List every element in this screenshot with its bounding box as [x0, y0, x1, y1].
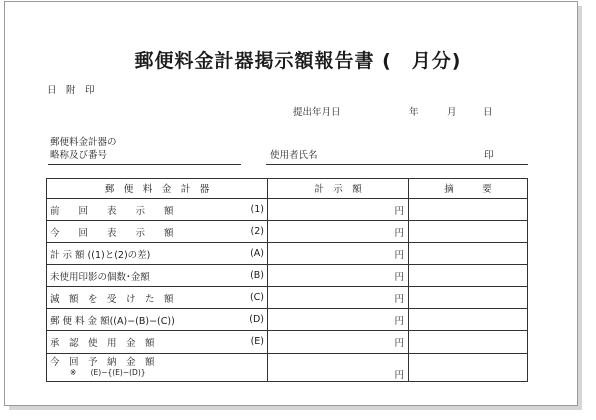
table-header-row: [47, 179, 528, 199]
header-note: 摘 要: [409, 179, 528, 199]
note-cell[interactable]: [409, 309, 528, 331]
row-code: (2): [250, 226, 264, 238]
final-row-formula: (E)−{(E)−(D)}: [90, 367, 146, 377]
row-label: 減 額 を 受 け た 額: [50, 293, 174, 305]
yen-unit: 円: [394, 293, 404, 305]
table-row: [47, 221, 528, 243]
note-cell[interactable]: [409, 353, 528, 381]
row-label: 郵 便 料 金 額((A)−(B)−(C)): [50, 315, 175, 327]
user-name-underline: [266, 164, 528, 165]
row-code: (1): [250, 204, 264, 216]
header-amount: 計 示 額: [268, 179, 409, 199]
amount-cell[interactable]: [268, 265, 409, 287]
yen-unit: 円: [394, 315, 404, 327]
amount-cell[interactable]: [268, 309, 409, 331]
submission-day-label: 日: [483, 107, 493, 118]
yen-unit: 円: [394, 249, 404, 261]
amount-cell[interactable]: [268, 331, 409, 353]
row-label: 今 回 表 示 額: [50, 227, 174, 239]
note-cell[interactable]: [409, 287, 528, 309]
meter-label-line2: 略称及び番号: [50, 150, 108, 161]
row-label: 計 示 額 ((1)と(2)の差): [50, 249, 151, 261]
yen-unit: 円: [394, 337, 404, 349]
note-cell[interactable]: [409, 198, 528, 220]
amount-cell[interactable]: [268, 287, 409, 309]
yen-unit: 円: [394, 205, 404, 217]
note-cell[interactable]: [409, 243, 528, 265]
amount-cell[interactable]: [268, 243, 409, 265]
row-code: (D): [249, 314, 264, 326]
report-table: [46, 178, 528, 382]
form-title: 郵便料金計器掲示額報告書 ( 月分): [134, 50, 462, 72]
user-name-label: 使用者氏名: [270, 150, 318, 161]
table-row: [47, 331, 528, 353]
table-row-final: [47, 353, 528, 381]
date-stamp-label: 日 附 印: [47, 85, 95, 96]
note-mark: ※: [70, 367, 77, 377]
meter-underline: [48, 164, 241, 165]
submission-month-label: 月: [447, 107, 457, 118]
amount-cell[interactable]: [268, 221, 409, 243]
seal-mark: 印: [484, 150, 494, 161]
yen-unit: 円: [394, 227, 404, 239]
row-code: (C): [249, 292, 264, 304]
header-meter: 郵 便 料 金 計 器: [47, 179, 268, 199]
amount-cell[interactable]: [268, 198, 409, 220]
note-cell[interactable]: [409, 265, 528, 287]
amount-cell[interactable]: [268, 353, 409, 381]
note-cell[interactable]: [409, 331, 528, 353]
meter-label-line1: 郵便料金計器の: [50, 137, 117, 148]
row-label: 前 回 表 示 額: [50, 205, 174, 217]
row-code: (B): [250, 270, 264, 282]
row-code: (E): [250, 336, 264, 348]
yen-unit: 円: [394, 370, 404, 381]
final-row-label: 今 回 予 納 金 額: [50, 356, 155, 368]
table-row: [47, 287, 528, 309]
table-row: [47, 265, 528, 287]
row-code: (A): [250, 248, 264, 260]
table-row: [47, 243, 528, 265]
submission-date-label: 提出年月日: [293, 107, 341, 118]
row-label: 未使用印影の個数･金額: [50, 271, 150, 283]
row-label: 承 認 使 用 金 額: [50, 337, 155, 349]
submission-year-label: 年: [409, 107, 419, 118]
yen-unit: 円: [394, 271, 404, 283]
table-row: [47, 198, 528, 220]
note-cell[interactable]: [409, 221, 528, 243]
page-shadow-bottom: [9, 406, 582, 410]
table-row: [47, 309, 528, 331]
